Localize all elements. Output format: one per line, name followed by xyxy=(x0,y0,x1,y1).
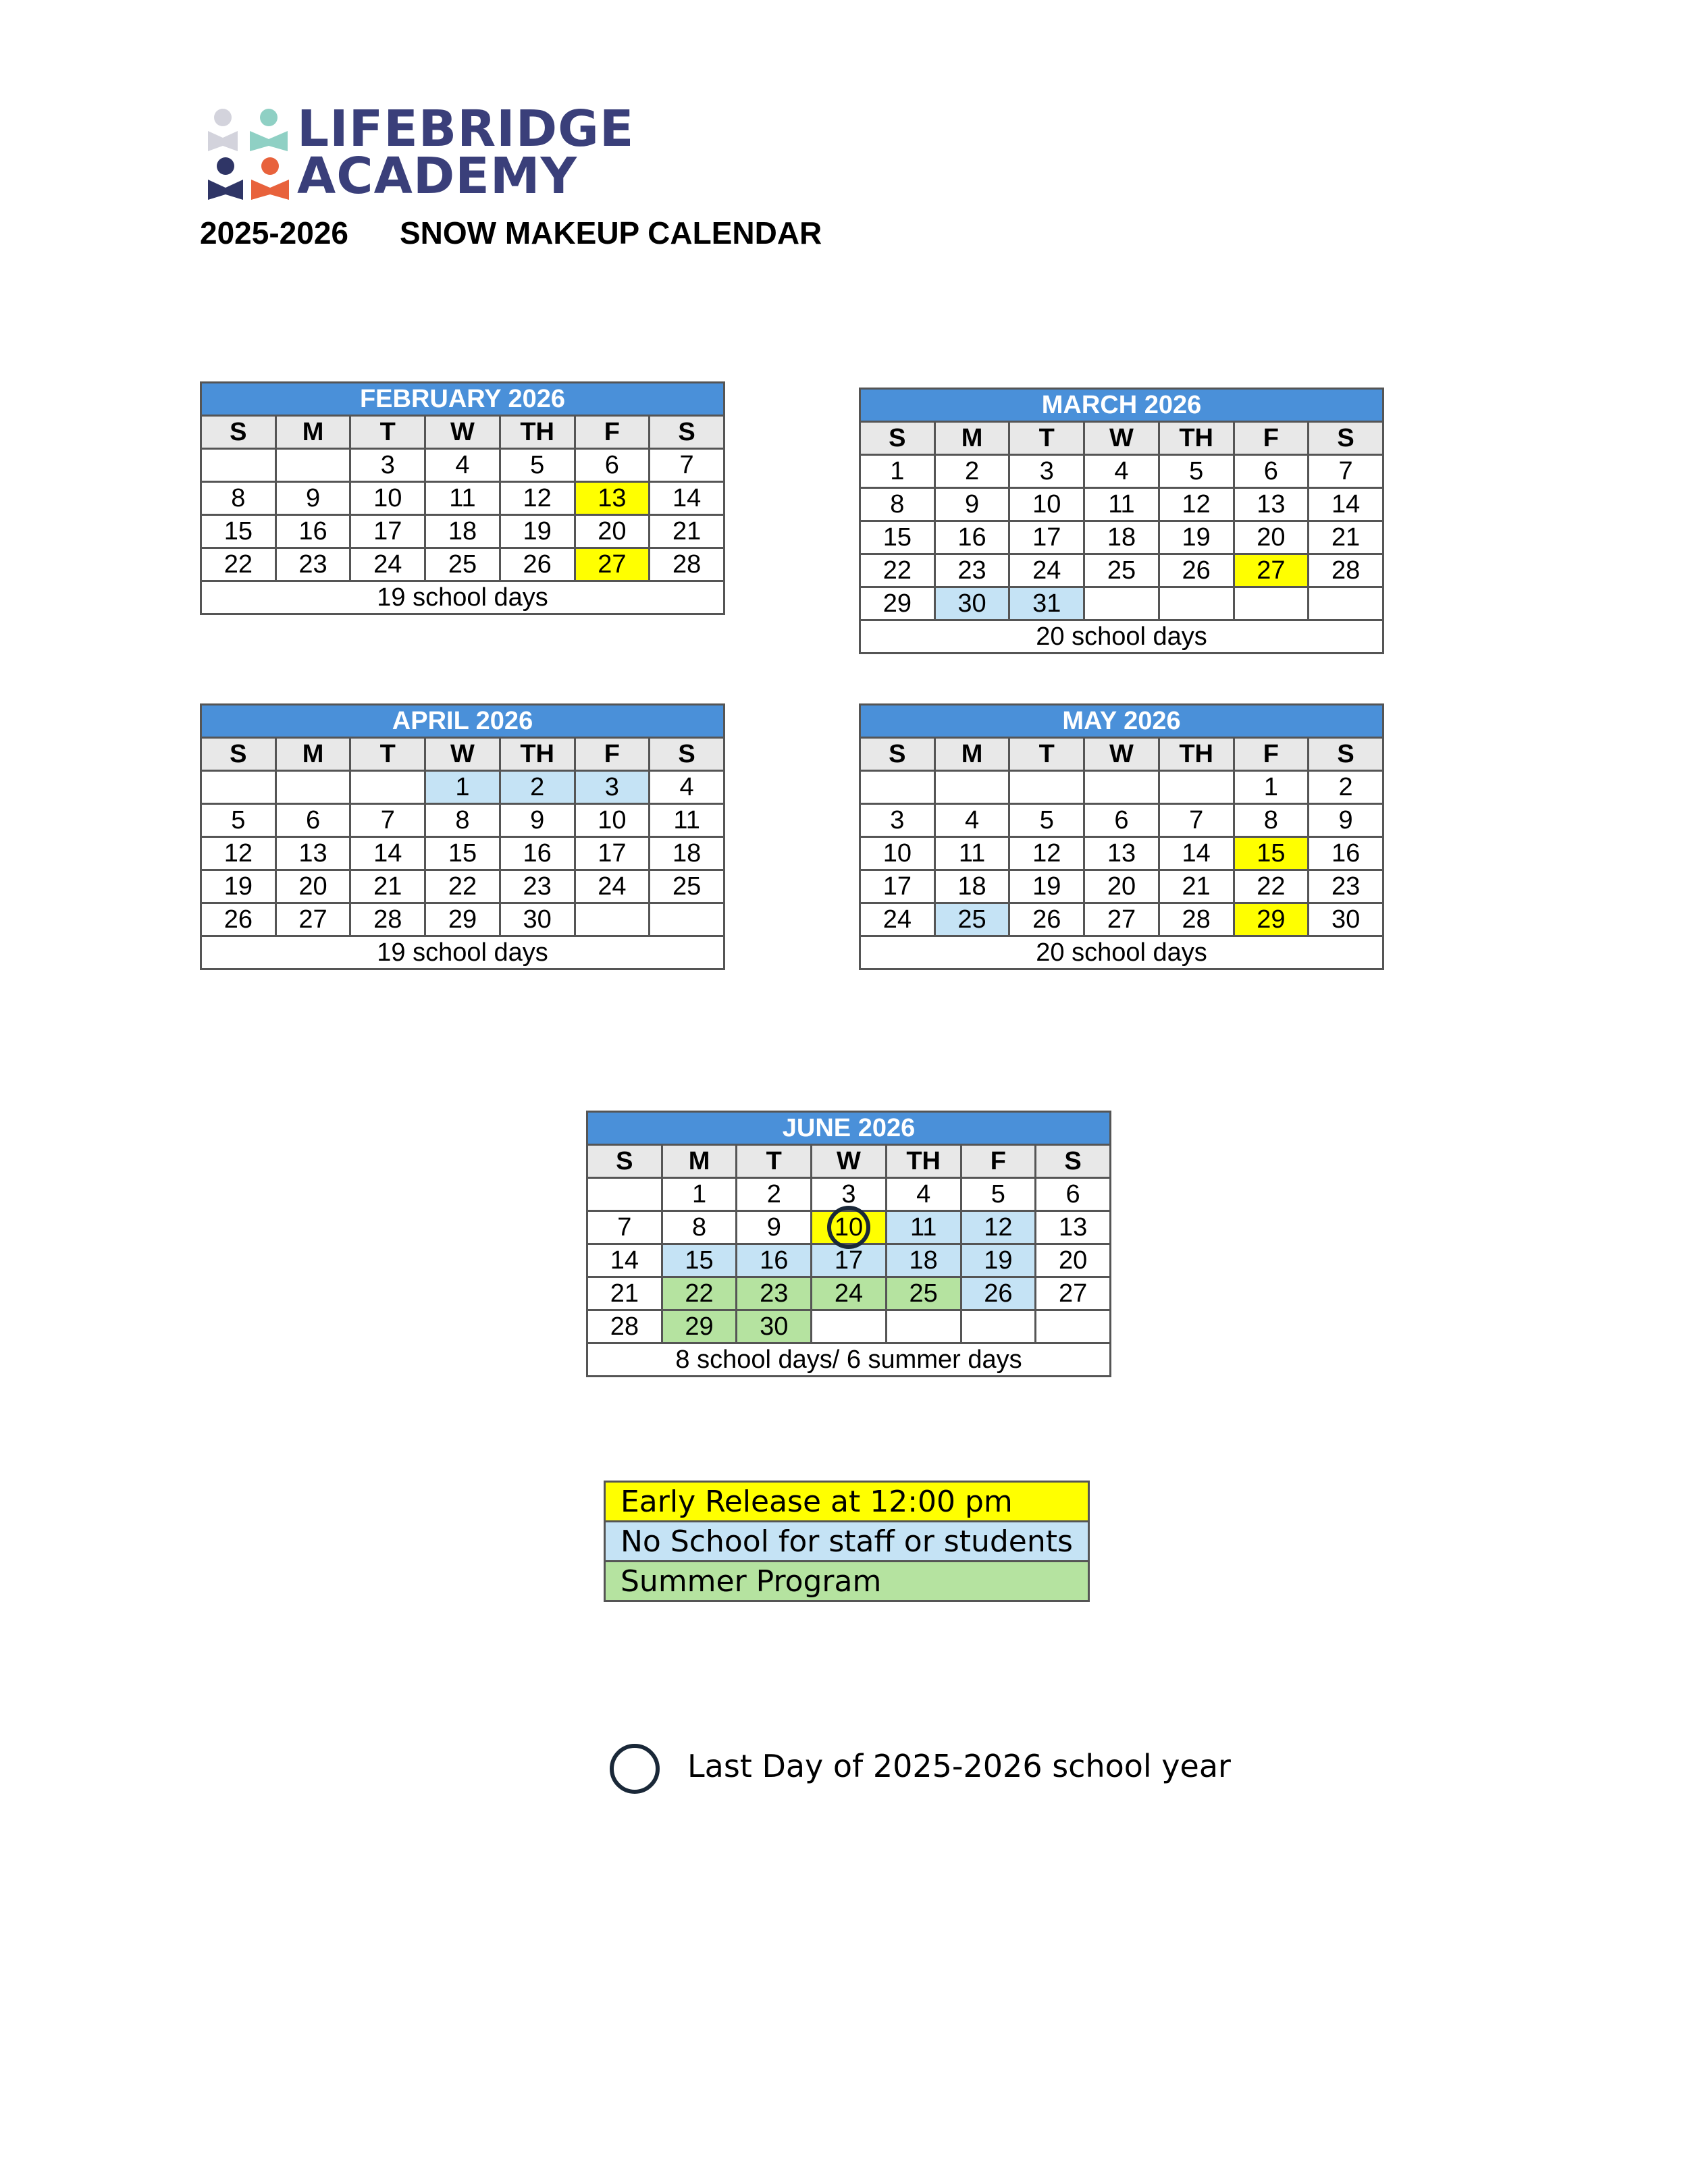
day-cell: 7 xyxy=(350,804,425,837)
day-cell: 8 xyxy=(860,488,935,521)
day-cell: 29 xyxy=(1234,903,1309,936)
day-cell: 16 xyxy=(934,521,1009,554)
day-cell: 1 xyxy=(662,1178,737,1211)
week-row xyxy=(860,804,1383,837)
week-row xyxy=(587,1277,1111,1310)
legend-label-summer-program: Summer Program xyxy=(605,1562,1089,1601)
weekday-header: S xyxy=(201,738,276,771)
day-cell: 12 xyxy=(201,837,276,870)
calendar-title-row xyxy=(201,383,724,416)
day-cell: 26 xyxy=(961,1277,1036,1310)
week-row xyxy=(860,771,1383,804)
day-cell: 26 xyxy=(201,903,276,936)
school-days-count: 19 school days xyxy=(201,936,724,969)
weekday-header: T xyxy=(350,738,425,771)
day-cell: 22 xyxy=(425,870,500,903)
day-cell: 30 xyxy=(1309,903,1383,936)
day-cell: 27 xyxy=(1234,554,1309,587)
day-cell: 17 xyxy=(812,1244,887,1277)
day-cell: 6 xyxy=(575,449,650,482)
day-cell: 27 xyxy=(1036,1277,1111,1310)
calendar-june-2026 xyxy=(586,1111,1111,1377)
day-cell: 25 xyxy=(650,870,724,903)
weekday-header: S xyxy=(1309,422,1383,455)
logo-text-line1: LIFEBRIDGE xyxy=(297,100,635,158)
day-cell: 15 xyxy=(425,837,500,870)
logo-text-line2: ACADEMY xyxy=(297,147,578,205)
week-row xyxy=(860,903,1383,936)
day-cell: 19 xyxy=(500,515,575,548)
day-cell: 23 xyxy=(275,548,350,581)
day-cell: 23 xyxy=(1309,870,1383,903)
empty-day-cell xyxy=(1234,587,1309,620)
day-cell: 20 xyxy=(575,515,650,548)
week-row xyxy=(201,870,724,903)
day-cell: 3 xyxy=(812,1178,887,1211)
weekday-header: TH xyxy=(1159,738,1234,771)
day-cell: 24 xyxy=(812,1277,887,1310)
empty-day-cell xyxy=(201,771,276,804)
day-cell: 21 xyxy=(1309,521,1383,554)
day-cell: 29 xyxy=(860,587,935,620)
calendar-footer-row xyxy=(587,1343,1111,1377)
day-cell: 14 xyxy=(650,482,724,515)
day-cell: 3 xyxy=(350,449,425,482)
day-cell: 16 xyxy=(737,1244,812,1277)
day-cell: 16 xyxy=(275,515,350,548)
empty-day-cell xyxy=(1084,587,1159,620)
week-row xyxy=(201,482,724,515)
weekday-header: TH xyxy=(886,1145,961,1178)
empty-day-cell xyxy=(886,1310,961,1343)
day-cell: 22 xyxy=(860,554,935,587)
day-cell: 14 xyxy=(1309,488,1383,521)
day-cell: 6 xyxy=(1234,455,1309,488)
day-cell: 21 xyxy=(587,1277,662,1310)
week-row xyxy=(201,515,724,548)
weekday-header: S xyxy=(650,416,724,449)
weekday-header: S xyxy=(587,1145,662,1178)
day-cell: 13 xyxy=(1234,488,1309,521)
day-cell: 25 xyxy=(934,903,1009,936)
weekday-header: M xyxy=(934,422,1009,455)
empty-day-cell xyxy=(1009,771,1084,804)
day-cell: 20 xyxy=(1084,870,1159,903)
weekday-header: T xyxy=(1009,738,1084,771)
weekday-header-row xyxy=(587,1145,1111,1178)
weekday-header: S xyxy=(650,738,724,771)
day-cell: 18 xyxy=(650,837,724,870)
day-cell: 19 xyxy=(201,870,276,903)
weekday-header: W xyxy=(1084,738,1159,771)
calendar-title-row xyxy=(201,705,724,738)
empty-day-cell xyxy=(1309,587,1383,620)
empty-day-cell xyxy=(812,1310,887,1343)
weekday-header: T xyxy=(1009,422,1084,455)
day-cell: 4 xyxy=(650,771,724,804)
day-cell: 18 xyxy=(1084,521,1159,554)
calendar-footer-row xyxy=(860,620,1383,654)
day-cell: 19 xyxy=(961,1244,1036,1277)
day-cell: 15 xyxy=(860,521,935,554)
calendar-april-2026 xyxy=(200,703,725,970)
legend-item-no-school xyxy=(605,1522,1089,1562)
week-row xyxy=(201,903,724,936)
day-cell: 14 xyxy=(587,1244,662,1277)
day-cell: 10 xyxy=(350,482,425,515)
day-cell: 20 xyxy=(275,870,350,903)
day-cell: 1 xyxy=(425,771,500,804)
day-cell: 15 xyxy=(1234,837,1309,870)
calendar-may-2026 xyxy=(859,703,1384,970)
day-cell: 11 xyxy=(650,804,724,837)
day-cell: 7 xyxy=(587,1211,662,1244)
day-cell: 20 xyxy=(1036,1244,1111,1277)
day-cell: 2 xyxy=(737,1178,812,1211)
day-cell: 13 xyxy=(575,482,650,515)
weekday-header: S xyxy=(860,738,935,771)
day-cell: 11 xyxy=(886,1211,961,1244)
weekday-header: W xyxy=(425,416,500,449)
day-cell: 9 xyxy=(500,804,575,837)
day-cell: 21 xyxy=(350,870,425,903)
empty-day-cell xyxy=(1159,587,1234,620)
day-cell: 29 xyxy=(425,903,500,936)
day-cell: 23 xyxy=(737,1277,812,1310)
day-cell: 9 xyxy=(1309,804,1383,837)
day-cell: 21 xyxy=(1159,870,1234,903)
calendar-title-row xyxy=(587,1112,1111,1145)
day-cell: 28 xyxy=(1159,903,1234,936)
day-cell: 11 xyxy=(425,482,500,515)
school-days-count: 20 school days xyxy=(860,620,1383,654)
day-cell: 16 xyxy=(500,837,575,870)
week-row xyxy=(201,804,724,837)
week-row xyxy=(860,488,1383,521)
day-cell: 10 xyxy=(575,804,650,837)
day-cell: 24 xyxy=(1009,554,1084,587)
day-cell: 20 xyxy=(1234,521,1309,554)
school-year-label: 2025-2026 xyxy=(200,215,348,250)
weekday-header: F xyxy=(1234,738,1309,771)
day-cell: 23 xyxy=(500,870,575,903)
day-cell: 27 xyxy=(1084,903,1159,936)
calendar-month-title: MAY 2026 xyxy=(860,705,1383,738)
day-cell: 5 xyxy=(1009,804,1084,837)
day-cell: 26 xyxy=(1009,903,1084,936)
empty-day-cell xyxy=(350,771,425,804)
day-cell: 15 xyxy=(201,515,276,548)
calendar-month-title: JUNE 2026 xyxy=(587,1112,1111,1145)
day-cell: 8 xyxy=(201,482,276,515)
legend-item-early-release xyxy=(605,1482,1089,1522)
day-cell: 4 xyxy=(425,449,500,482)
week-row xyxy=(860,870,1383,903)
day-cell: 30 xyxy=(500,903,575,936)
day-cell: 28 xyxy=(587,1310,662,1343)
week-row xyxy=(587,1178,1111,1211)
week-row xyxy=(587,1244,1111,1277)
empty-day-cell xyxy=(1159,771,1234,804)
day-cell: 1 xyxy=(1234,771,1309,804)
day-cell: 10 xyxy=(1009,488,1084,521)
day-cell: 28 xyxy=(1309,554,1383,587)
day-cell: 31 xyxy=(1009,587,1084,620)
day-cell: 8 xyxy=(1234,804,1309,837)
day-cell: 22 xyxy=(201,548,276,581)
day-cell: 8 xyxy=(425,804,500,837)
day-cell: 19 xyxy=(1009,870,1084,903)
week-row xyxy=(201,548,724,581)
weekday-header: S xyxy=(1309,738,1383,771)
day-cell: 30 xyxy=(934,587,1009,620)
day-cell: 12 xyxy=(961,1211,1036,1244)
lifebridge-academy-logo xyxy=(203,100,635,205)
week-row xyxy=(860,455,1383,488)
weekday-header: TH xyxy=(1159,422,1234,455)
day-cell: 6 xyxy=(1084,804,1159,837)
day-cell: 17 xyxy=(860,870,935,903)
day-cell: 27 xyxy=(275,903,350,936)
day-cell: 29 xyxy=(662,1310,737,1343)
circle-marker-icon xyxy=(610,1744,660,1794)
empty-day-cell xyxy=(275,449,350,482)
day-cell: 2 xyxy=(934,455,1009,488)
day-cell: 7 xyxy=(1159,804,1234,837)
day-cell: 5 xyxy=(961,1178,1036,1211)
week-row xyxy=(201,837,724,870)
weekday-header: T xyxy=(350,416,425,449)
weekday-header: M xyxy=(934,738,1009,771)
day-cell: 30 xyxy=(737,1310,812,1343)
weekday-header: M xyxy=(275,416,350,449)
empty-day-cell xyxy=(587,1178,662,1211)
week-row xyxy=(860,521,1383,554)
empty-day-cell xyxy=(275,771,350,804)
legend-item-summer-program xyxy=(605,1562,1089,1601)
calendar-footer-row xyxy=(201,936,724,969)
weekday-header: F xyxy=(961,1145,1036,1178)
day-cell: 9 xyxy=(275,482,350,515)
day-cell: 26 xyxy=(1159,554,1234,587)
empty-day-cell xyxy=(934,771,1009,804)
weekday-header: W xyxy=(812,1145,887,1178)
empty-day-cell xyxy=(201,449,276,482)
day-cell: 13 xyxy=(275,837,350,870)
week-row xyxy=(860,554,1383,587)
legend-label-no-school: No School for staff or students xyxy=(605,1522,1089,1562)
weekday-header: S xyxy=(1036,1145,1111,1178)
last-day-note-text: Last Day of 2025-2026 school year xyxy=(687,1748,1231,1784)
day-cell: 7 xyxy=(1309,455,1383,488)
weekday-header: F xyxy=(575,416,650,449)
logo-people-icon xyxy=(203,103,294,204)
day-cell: 4 xyxy=(1084,455,1159,488)
day-cell: 13 xyxy=(1036,1211,1111,1244)
week-row xyxy=(201,449,724,482)
day-cell: 11 xyxy=(1084,488,1159,521)
day-cell: 12 xyxy=(1159,488,1234,521)
empty-day-cell xyxy=(575,903,650,936)
day-cell: 18 xyxy=(886,1244,961,1277)
day-cell: 12 xyxy=(500,482,575,515)
day-cell: 15 xyxy=(662,1244,737,1277)
weekday-header: S xyxy=(860,422,935,455)
day-cell: 6 xyxy=(275,804,350,837)
weekday-header: TH xyxy=(500,416,575,449)
day-cell: 7 xyxy=(650,449,724,482)
weekday-header: T xyxy=(737,1145,812,1178)
empty-day-cell xyxy=(1036,1310,1111,1343)
school-days-count: 19 school days xyxy=(201,581,724,614)
school-days-count: 20 school days xyxy=(860,936,1383,969)
day-cell: 22 xyxy=(662,1277,737,1310)
calendar-month-title: APRIL 2026 xyxy=(201,705,724,738)
weekday-header-row xyxy=(201,416,724,449)
day-cell: 17 xyxy=(350,515,425,548)
day-cell: 9 xyxy=(737,1211,812,1244)
day-cell: 6 xyxy=(1036,1178,1111,1211)
empty-day-cell xyxy=(650,903,724,936)
day-cell: 16 xyxy=(1309,837,1383,870)
day-cell: 23 xyxy=(934,554,1009,587)
day-cell: 26 xyxy=(500,548,575,581)
calendar-month-title: MARCH 2026 xyxy=(860,389,1383,422)
day-cell: 2 xyxy=(1309,771,1383,804)
weekday-header-row xyxy=(860,738,1383,771)
day-cell: 9 xyxy=(934,488,1009,521)
calendar-february-2026 xyxy=(200,381,725,615)
weekday-header: W xyxy=(1084,422,1159,455)
calendar-footer-row xyxy=(860,936,1383,969)
day-cell: 3 xyxy=(860,804,935,837)
day-cell: 5 xyxy=(1159,455,1234,488)
day-cell: 18 xyxy=(425,515,500,548)
weekday-header: S xyxy=(201,416,276,449)
week-row xyxy=(587,1211,1111,1244)
empty-day-cell xyxy=(1084,771,1159,804)
day-cell: 17 xyxy=(575,837,650,870)
day-cell: 10 xyxy=(812,1211,887,1244)
weekday-header-row xyxy=(201,738,724,771)
calendar-month-title: FEBRUARY 2026 xyxy=(201,383,724,416)
day-cell: 28 xyxy=(350,903,425,936)
day-cell: 11 xyxy=(934,837,1009,870)
weekday-header: TH xyxy=(500,738,575,771)
day-cell: 5 xyxy=(500,449,575,482)
day-cell: 24 xyxy=(575,870,650,903)
weekday-header: W xyxy=(425,738,500,771)
day-cell: 25 xyxy=(1084,554,1159,587)
day-cell: 8 xyxy=(662,1211,737,1244)
day-cell: 24 xyxy=(860,903,935,936)
day-cell: 14 xyxy=(350,837,425,870)
day-cell: 18 xyxy=(934,870,1009,903)
page-title: SNOW MAKEUP CALENDAR xyxy=(400,215,822,250)
calendar-title-row xyxy=(860,705,1383,738)
empty-day-cell xyxy=(860,771,935,804)
school-days-count: 8 school days/ 6 summer days xyxy=(587,1343,1111,1377)
week-row xyxy=(587,1310,1111,1343)
day-cell: 14 xyxy=(1159,837,1234,870)
weekday-header-row xyxy=(860,422,1383,455)
day-cell: 19 xyxy=(1159,521,1234,554)
day-cell: 5 xyxy=(201,804,276,837)
day-cell: 17 xyxy=(1009,521,1084,554)
weekday-header: F xyxy=(575,738,650,771)
weekday-header: M xyxy=(275,738,350,771)
calendar-title-row xyxy=(860,389,1383,422)
day-cell: 25 xyxy=(425,548,500,581)
day-cell: 2 xyxy=(500,771,575,804)
day-cell: 13 xyxy=(1084,837,1159,870)
day-cell: 22 xyxy=(1234,870,1309,903)
day-cell: 28 xyxy=(650,548,724,581)
calendar-march-2026 xyxy=(859,388,1384,654)
week-row xyxy=(860,837,1383,870)
day-cell: 4 xyxy=(934,804,1009,837)
day-cell: 3 xyxy=(575,771,650,804)
week-row xyxy=(860,587,1383,620)
day-cell: 3 xyxy=(1009,455,1084,488)
day-cell: 27 xyxy=(575,548,650,581)
day-cell: 21 xyxy=(650,515,724,548)
day-cell: 25 xyxy=(886,1277,961,1310)
week-row xyxy=(201,771,724,804)
day-cell: 4 xyxy=(886,1178,961,1211)
calendar-footer-row xyxy=(201,581,724,614)
day-cell: 12 xyxy=(1009,837,1084,870)
empty-day-cell xyxy=(961,1310,1036,1343)
day-cell: 24 xyxy=(350,548,425,581)
day-cell: 1 xyxy=(860,455,935,488)
legend-label-early-release: Early Release at 12:00 pm xyxy=(605,1482,1089,1522)
weekday-header: M xyxy=(662,1145,737,1178)
day-cell: 10 xyxy=(860,837,935,870)
legend xyxy=(604,1481,1090,1602)
weekday-header: F xyxy=(1234,422,1309,455)
